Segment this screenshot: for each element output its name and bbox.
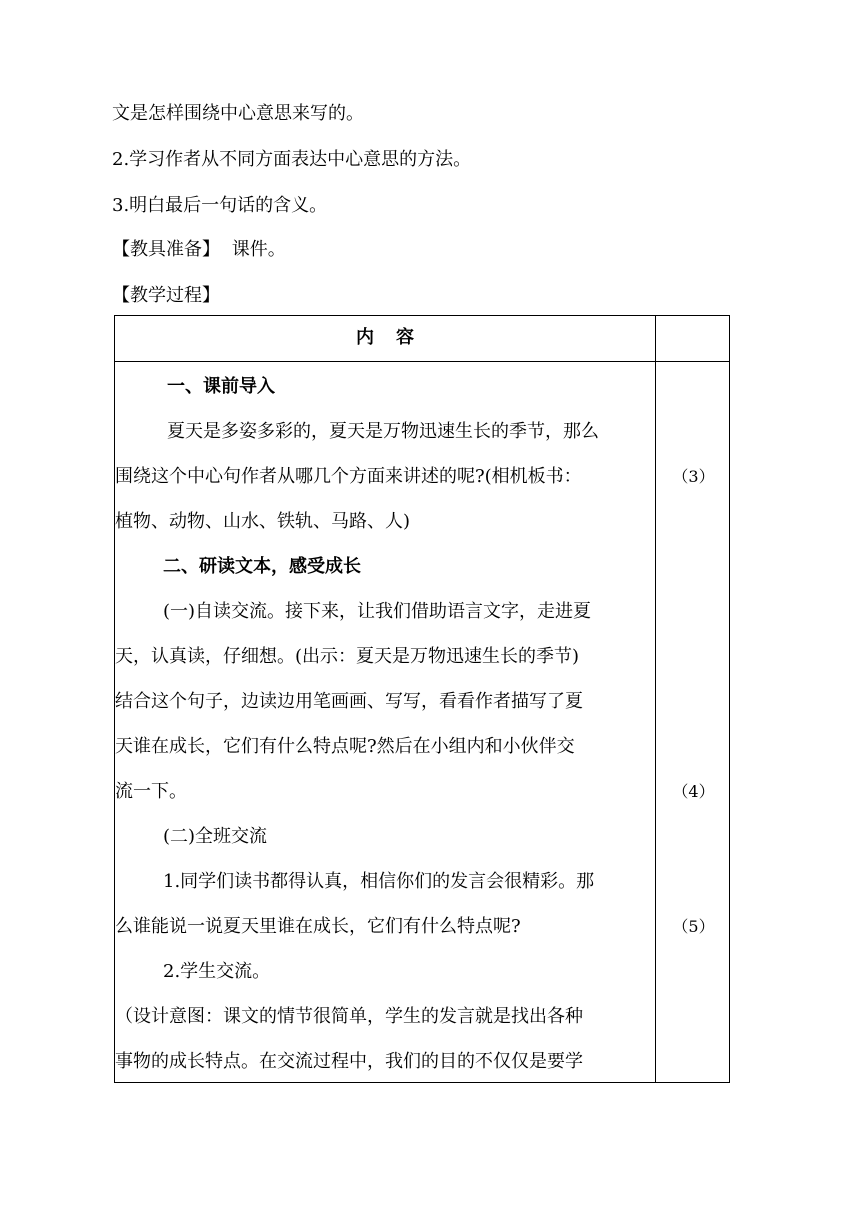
section-1-line-1: 夏天是多姿多彩的，夏天是万物迅速生长的季节，那么 <box>167 421 599 442</box>
intro-line-1: 文是怎样围绕中心意思来写的。 <box>112 103 364 124</box>
item-2: 2.学生交流。 <box>163 961 271 982</box>
marker-3: （3） <box>672 467 715 486</box>
prep-value: 课件。 <box>231 239 286 260</box>
intro-line-2: 2.学习作者从不同方面表达中心意思的方法。 <box>112 149 472 170</box>
section-1-line-2: 围绕这个中心句作者从哪几个方面来讲述的呢?(相机板书： <box>115 466 582 487</box>
section-2-line-2: 天，认真读，仔细想。(出示：夏天是万物迅速生长的季节) <box>115 646 580 667</box>
section-2-line-3: 结合这个句子，边读边用笔画画、写写，看看作者描写了夏 <box>115 691 583 712</box>
marker-5: （5） <box>672 917 715 936</box>
design-line-2: 事物的成长特点。在交流过程中，我们的目的不仅仅是要学 <box>115 1051 583 1072</box>
lesson-table <box>114 315 730 1083</box>
section-2-line-1: (一)自读交流。接下来，让我们借助语言文字，走进夏 <box>163 601 592 622</box>
design-line-1: （设计意图：课文的情节很简单，学生的发言就是找出各种 <box>115 1006 583 1027</box>
item-1-line-2: 么谁能说一说夏天里谁在成长，它们有什么特点呢? <box>115 916 521 937</box>
section-1-title: 一、课前导入 <box>167 376 275 397</box>
section-2-line-5: 流一下。 <box>115 781 187 802</box>
process-label: 【教学过程】 <box>112 285 220 306</box>
section-2-line-4: 天谁在成长，它们有什么特点呢?然后在小组内和小伙伴交 <box>115 736 575 757</box>
item-1-line-1: 1.同学们读书都得认真，相信你们的发言会很精彩。那 <box>163 871 595 892</box>
intro-line-3: 3.明白最后一句话的含义。 <box>112 195 328 216</box>
sub-section-2-title: (二)全班交流 <box>163 826 268 847</box>
section-2-title: 二、研读文本，感受成长 <box>163 556 361 577</box>
prep-label: 【教具准备】 <box>112 239 220 260</box>
marker-4: （4） <box>672 782 715 801</box>
table-header-divider <box>115 361 729 362</box>
section-1-line-3: 植物、动物、山水、铁轨、马路、人) <box>115 511 411 532</box>
table-column-divider <box>655 316 656 1082</box>
table-header-content: 内容 <box>356 327 436 348</box>
prep-row <box>112 238 286 262</box>
